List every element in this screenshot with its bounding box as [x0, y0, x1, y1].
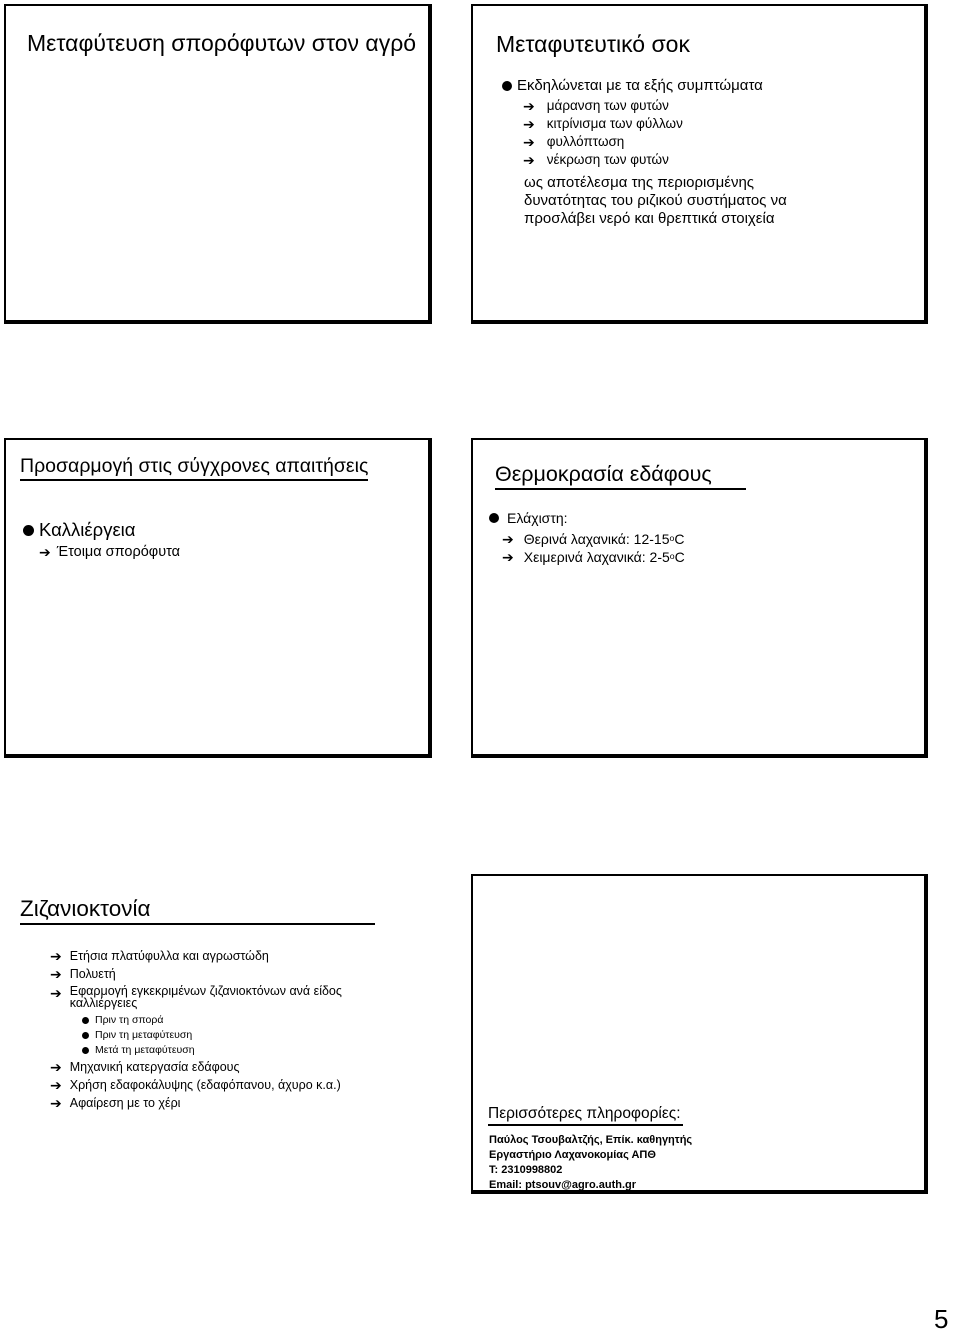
arrow-right-icon: ➔ [523, 151, 535, 168]
contact-phone: Τ: 2310998802 [489, 1164, 563, 1176]
slide-4 [471, 438, 928, 758]
page-number: 5 [934, 1304, 949, 1334]
subitem-text: Πριν τη σπορά [95, 1014, 164, 1026]
slide-1-title: Μεταφύτευση σπορόφυτων στον αγρό [27, 30, 417, 56]
contact-email[interactable]: Email: ptsouv@agro.auth.gr [489, 1179, 637, 1191]
slide-2 [471, 4, 928, 324]
item-text: νέκρωση των φυτών [546, 152, 669, 167]
arrow-right-icon: ➔ [523, 115, 535, 132]
arrow-right-icon: ➔ [39, 544, 51, 560]
item-text: κιτρίνισμα των φύλλων [546, 116, 683, 131]
slide-1 [4, 4, 432, 324]
slide-5-title [20, 896, 375, 922]
slide-3-bullet [23, 519, 136, 541]
contact-name: Παύλος Τσουβαλτζής, Επίκ. καθηγητής [489, 1134, 693, 1146]
slide-5-item [50, 1078, 341, 1092]
slide-4-item [502, 531, 684, 547]
unit-text: C [674, 531, 685, 547]
slide-5-item [50, 985, 370, 1009]
degree-sup: ο [669, 551, 675, 561]
slide-6-title-text: Περισσότερες πληροφορίες: [488, 1105, 683, 1126]
item-text: Πολυετή [69, 967, 116, 981]
bullet-dot-icon [489, 513, 499, 523]
slide-5-subitem [82, 1044, 195, 1056]
slide-2-item [523, 152, 669, 167]
slide-2-item [523, 116, 683, 131]
bullet-dot-icon [82, 1017, 89, 1024]
slide-4-item [502, 549, 685, 565]
item-text: Εφαρμογή εγκεκριμένων ζιζανιοκτόνων ανά είδος καλλιέργειες [69, 984, 342, 1010]
arrow-right-icon: ➔ [50, 1095, 62, 1111]
unit-text: C [674, 549, 685, 565]
slide-4-title-text: Θερμοκρασία εδάφους [495, 462, 746, 490]
item-text: μάρανση των φυτών [546, 98, 669, 113]
slide-5-item [50, 1060, 240, 1074]
bullet-dot-icon [23, 525, 34, 536]
arrow-right-icon: ➔ [523, 133, 535, 150]
slide-2-bullet [502, 77, 763, 94]
slide-2-title: Μεταφυτευτικό σοκ [496, 31, 690, 57]
item-text: Ετήσια πλατύφυλλα και αγρωστώδη [69, 949, 269, 963]
slide-5-title-text: Ζιζανιοκτονία [20, 896, 375, 925]
arrow-right-icon: ➔ [50, 966, 62, 982]
slide-2-item [523, 134, 624, 149]
degree-sup: ο [669, 533, 675, 543]
slide-2-conclusion-line: προσλάβει νερό και θρεπτικά στοιχεία [524, 210, 775, 227]
arrow-right-icon: ➔ [523, 97, 535, 114]
arrow-right-icon: ➔ [50, 985, 62, 1001]
item-text: Θερινά λαχανικά: 12-15 [523, 531, 670, 547]
slide-5-subitem [82, 1029, 192, 1041]
slide-6 [471, 874, 928, 1194]
slide-2-item [523, 98, 669, 113]
arrow-right-icon: ➔ [502, 549, 514, 565]
arrow-right-icon: ➔ [50, 1059, 62, 1075]
slide-3 [4, 438, 432, 758]
item-text: φυλλόπτωση [546, 134, 625, 149]
bullet-text: Εκδηλώνεται με τα εξής συμπτώματα [517, 77, 763, 94]
arrow-right-icon: ➔ [502, 531, 514, 547]
slide-2-conclusion-line: δυνατότητας του ριζικού συστήματος να [524, 192, 787, 209]
bullet-dot-icon [502, 81, 512, 91]
slide-5-subitem [82, 1014, 163, 1026]
subitem-text: Μετά τη μεταφύτευση [95, 1044, 195, 1056]
bullet-dot-icon [82, 1047, 89, 1054]
subitem-text: Πριν τη μεταφύτευση [95, 1029, 193, 1041]
slide-3-title [20, 456, 415, 476]
contact-lab: Εργαστήριο Λαχανοκομίας ΑΠΘ [489, 1149, 656, 1161]
item-text: Χρήση εδαφοκάλυψης (εδαφόπανου, άχυρο κ.α.) [69, 1078, 341, 1092]
slide-4-title [495, 462, 746, 486]
slide-3-title-text: Προσαρμογή στις σύγχρονες απαιτήσεις [20, 455, 368, 481]
arrow-right-icon: ➔ [50, 1077, 62, 1093]
slide-5-item [50, 967, 116, 981]
arrow-right-icon: ➔ [50, 948, 62, 964]
slide-5-item [50, 1096, 180, 1110]
slide-2-conclusion-line: ως αποτέλεσμα της περιορισμένης [524, 174, 755, 191]
item-text: Μηχανική κατεργασία εδάφους [69, 1060, 240, 1074]
slide-4-bullet [489, 510, 568, 526]
bullet-text: Ελάχιστη: [507, 510, 568, 526]
slide-5-item [50, 949, 269, 963]
slide-6-title [488, 1105, 683, 1123]
slide-5 [4, 874, 432, 1194]
item-text: Έτοιμα σπορόφυτα [56, 544, 181, 560]
slide-3-item [39, 544, 180, 560]
bullet-dot-icon [82, 1032, 89, 1039]
item-text: Χειμερινά λαχανικά: 2-5 [523, 549, 670, 565]
item-text: Αφαίρεση με το χέρι [69, 1096, 181, 1110]
bullet-text: Καλλιέργεια [39, 519, 136, 540]
